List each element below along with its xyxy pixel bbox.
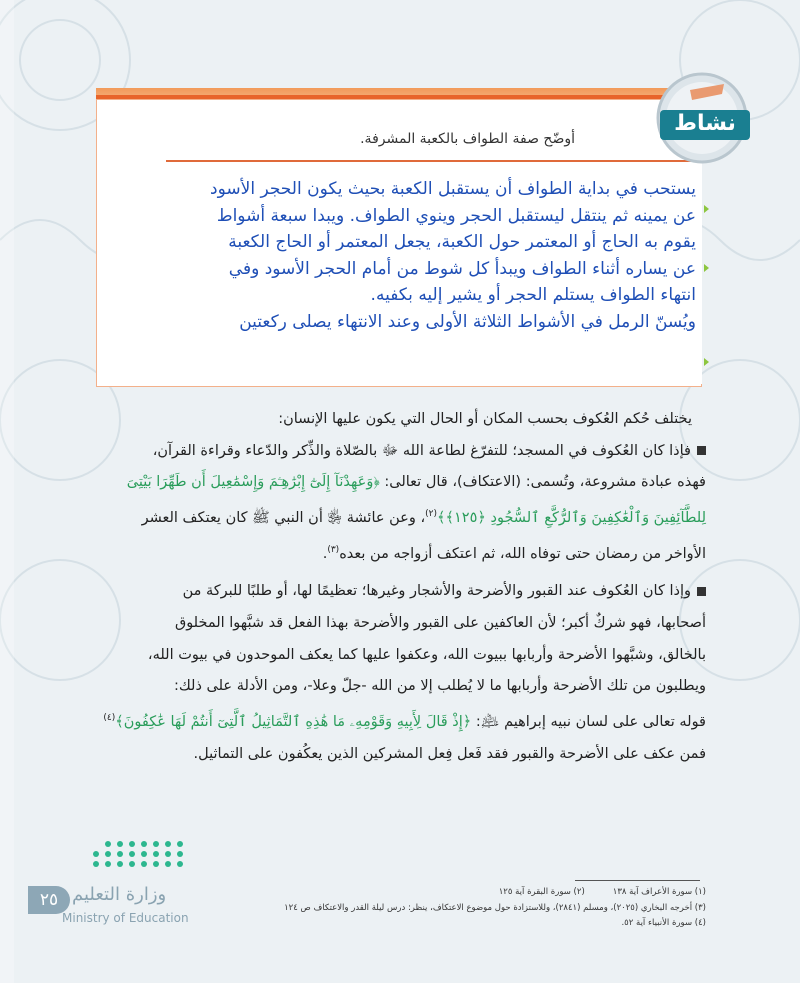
bullet-1-text: فإذا كان العُكوف في المسجد؛ للتفرّغ لطاعة الله ﷻ بالصّلاة والذِّكر والدّعاء وقراءة القرآن، [152, 442, 691, 459]
left-margin-strip [0, 0, 14, 983]
bullet-1-line-2 [92, 467, 706, 499]
bullet-1-line-3 [92, 499, 706, 535]
bullet-1-text: ، وعن عائشة ﵂ أن النبي ﷺ كان يعتكف العشر [141, 509, 426, 526]
footnote-ref: (٢) [425, 509, 438, 520]
ministry-name-arabic: وزارة التعليم [72, 884, 167, 905]
quran-verse: ﴿وَعَهِدْنَآ إِلَىٰٓ إِبْرَٰهِـۧمَ وَإِسْمَٰعِيلَ أَن طَهِّرَا بَيْتِىَ [126, 474, 380, 491]
bullet-2-text: وإذا كان العُكوف عند القبور والأضرحة والأشجار وغيرها؛ تعظيمًا لها، أو طلبًا للبركة من [182, 583, 691, 600]
answer-line-1: يستحب في بداية الطواف أن يستقبل الكعبة بحيث يكون الحجر الأسود [210, 179, 696, 199]
answer-line-4: عن يساره أثناء الطواف ويبدأ كل شوط من أمام الحجر الأسود وفي [228, 258, 696, 279]
activity-title: أوضّح صفة الطواف بالكعبة المشرفة. [360, 131, 575, 147]
margin-marker-icon [704, 264, 709, 272]
bullet-1-text: الأواخر من رمضان حتى توفاه الله، ثم اعتكف أزواجه من بعده [339, 545, 706, 562]
bullet-2-line-1 [92, 576, 706, 608]
footnote-4: (٤) سورة الأنبياء آية ٥٢. [621, 918, 706, 928]
footnote-ref: (٤) [103, 712, 116, 723]
bullet-2-line-5 [92, 703, 706, 739]
footnotes [210, 885, 706, 932]
footnote-3: (٣) أخرجه البخاري (٢٠٢٥)، ومسلم (٢٨٤١)، وللاستزادة حول موضوع الاعتكاف، ينظر: درس ليلة القدر والاعتكاف ص ١٢٤ [284, 902, 706, 913]
margin-marker-icon [704, 358, 709, 366]
bullet-1-line-4: الأواخر من رمضان حتى توفاه الله، ثم اعتكف أزواجه من بعده$^{(٣)}$. [322, 544, 706, 562]
footnote-ref: (٣) [327, 544, 340, 555]
bullet-1-line-1 [92, 436, 706, 468]
footnote-2: (٢) سورة البقرة آية ١٢٥ [498, 887, 585, 897]
footnote-1: (١) سورة الأعراف آية ١٣٨ [612, 887, 706, 897]
answer-line-6: ويُسنّ الرمل في الأشواط الثلاثة الأولى وعند الانتهاء يصلى ركعتين [239, 311, 696, 332]
bullet-2-line-6: فمن عكف على الأضرحة والقبور فقد فَعل فِعل المشركين الذين يعكُفون على التماثيل. [193, 745, 706, 762]
activity-answer [172, 176, 696, 336]
square-bullet-icon [697, 446, 706, 455]
answer-line-2: عن يمينه ثم ينتقل ليستقبل الحجر وينوي الطواف. ويبدا سبعة أشواط [216, 205, 696, 226]
quran-verse: لِلطَّآئِفِينَ وَٱلْعَٰكِفِينَ وَٱلرُّكَّعِ ٱلسُّجُودِ ﴿١٢٥﴾﴾ [437, 509, 706, 526]
footnote-divider [575, 880, 700, 881]
bullet-2-line-4: ويطلبون من تلك الأضرحة وأربابها ما لا يُطلب إلا من الله -جلّ وعلا-، ومن الأدلة على ذلك: [173, 678, 706, 695]
main-body [92, 404, 706, 770]
bullet-2-text: قوله تعالى على لسان نبيه إبراهيم ﵇: [471, 713, 706, 730]
bullet-1-text: فهذه عبادة مشروعة، وتُسمى: (الاعتكاف)، قال تعالى: [379, 474, 706, 491]
margin-marker-icon [704, 205, 709, 213]
footnote-row [210, 885, 706, 901]
ministry-name-english: Ministry of Education [62, 911, 189, 925]
page-number: ٢٥ [28, 886, 70, 914]
answer-line-5: انتهاء الطواف يستلم الحجر أو يشير إليه بكفيه. [370, 285, 696, 306]
answer-line-3: يقوم به الحاج أو المعتمر حول الكعبة، يجعل المعتمر أو الحاج الكعبة [228, 232, 696, 253]
bullet-2-line-2: أصحابها، فهو شركٌ أكبر؛ لأن العاكفين على القبور والأضرحة بهذا الفعل قد شبَّهوا المخلوق [174, 614, 706, 631]
activity-badge-label: نشاط [674, 111, 736, 136]
square-bullet-icon [697, 587, 706, 596]
quran-verse: ﴿إِذْ قَالَ لِأَبِيهِ وَقَوْمِهِۦ مَا هَٰذِهِ ٱلتَّمَاثِيلُ ٱلَّتِىٓ أَنتُمْ لَهَا عَٰكِفُونَ﴾ [115, 713, 472, 730]
intro-paragraph: يختلف حُكم العُكوف بحسب المكان أو الحال التي يكون عليها الإنسان: [278, 411, 692, 427]
bullet-2-line-3: بالخالق، وشبَّهوا الأضرحة وأربابها ببيوت الله، وعكفوا عليها كما يعكف الموحدون في بيوت الله، [147, 646, 706, 663]
